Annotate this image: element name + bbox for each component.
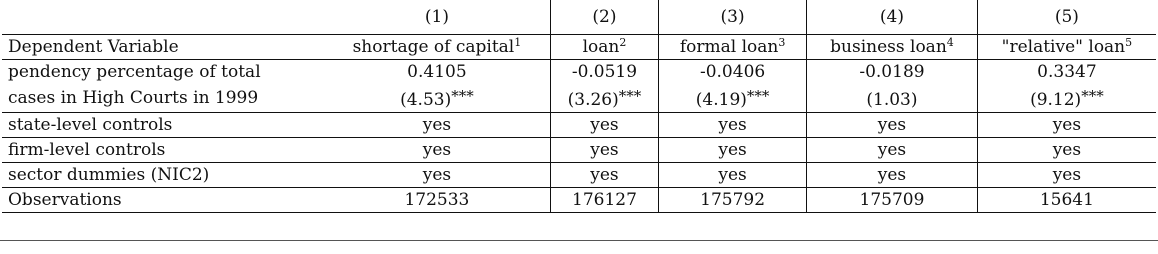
significance-stars: *** — [1081, 87, 1104, 105]
dependent-variable-name: business loan — [830, 37, 947, 57]
t-statistic-cell — [659, 84, 807, 113]
observations-cell: 175792 — [659, 188, 807, 213]
control-row — [2, 163, 1156, 188]
control-row — [2, 138, 1156, 163]
control-row — [2, 113, 1156, 138]
control-cell: yes — [550, 138, 658, 163]
control-cell: yes — [807, 163, 978, 188]
empty-corner-cell — [2, 0, 324, 35]
row-label: sector dummies (NIC2) — [2, 163, 324, 188]
dependent-variable-name: shortage of capital — [352, 37, 515, 57]
row-label: firm-level controls — [2, 138, 324, 163]
dependent-variable-row — [2, 35, 1156, 60]
t-statistic-cell — [977, 84, 1156, 113]
column-number-row — [2, 0, 1156, 35]
significance-stars: *** — [746, 87, 770, 105]
dependent-variable-cell — [659, 35, 807, 60]
dependent-variable-cell — [977, 35, 1156, 60]
control-cell: yes — [659, 113, 807, 138]
column-number: (2) — [550, 0, 658, 35]
coefficient-cell: -0.0406 — [659, 60, 807, 85]
coefficient-cell: -0.0189 — [807, 60, 978, 85]
control-cell: yes — [550, 113, 658, 138]
control-cell: yes — [659, 138, 807, 163]
t-statistic: (4.19) — [695, 90, 747, 110]
control-cell: yes — [659, 163, 807, 188]
column-number: (5) — [977, 0, 1156, 35]
coefficient-cell: -0.0519 — [550, 60, 658, 85]
t-statistic-cell — [324, 84, 550, 113]
t-statistic-row — [2, 84, 1156, 113]
observations-cell: 15641 — [977, 188, 1156, 213]
control-cell: yes — [977, 163, 1156, 188]
observations-cell: 172533 — [324, 188, 550, 213]
row-label: Observations — [2, 188, 324, 213]
footnote-marker: 3 — [778, 36, 786, 49]
column-number: (3) — [659, 0, 807, 35]
row-label: cases in High Courts in 1999 — [8, 88, 259, 108]
coefficient-row — [2, 60, 1156, 85]
control-cell: yes — [807, 138, 978, 163]
control-cell: yes — [324, 113, 550, 138]
dependent-variable-name: "relative" loan — [1001, 37, 1126, 57]
footnote-marker: 4 — [946, 36, 954, 49]
control-cell: yes — [977, 138, 1156, 163]
column-number: (4) — [807, 0, 978, 35]
control-cell: yes — [807, 113, 978, 138]
control-cell: yes — [550, 163, 658, 188]
t-statistic-cell — [807, 84, 978, 113]
dependent-variable-cell — [324, 35, 550, 60]
dependent-variable-cell — [807, 35, 978, 60]
significance-stars: *** — [451, 87, 474, 105]
t-statistic: (1.03) — [866, 90, 918, 110]
row-label: Dependent Variable — [2, 35, 324, 60]
observations-row — [2, 188, 1156, 213]
significance-stars: *** — [618, 87, 642, 105]
t-statistic: (3.26) — [567, 90, 619, 110]
dependent-variable-cell — [550, 35, 658, 60]
observations-cell: 175709 — [807, 188, 978, 213]
regression-table — [2, 0, 1156, 213]
row-label: pendency percentage of total — [8, 62, 261, 82]
control-cell: yes — [977, 113, 1156, 138]
coefficient-cell: 0.4105 — [407, 62, 467, 82]
footnote-marker: 5 — [1125, 36, 1133, 49]
control-cell: yes — [324, 138, 550, 163]
coefficient-cell: 0.3347 — [977, 60, 1156, 85]
dependent-variable-name: loan — [582, 37, 620, 57]
row-label: state-level controls — [2, 113, 324, 138]
t-statistic: (9.12) — [1030, 90, 1082, 110]
column-number: (1) — [424, 7, 449, 27]
observations-cell: 176127 — [550, 188, 658, 213]
control-cell: yes — [324, 163, 550, 188]
footnote-marker: 2 — [619, 36, 627, 49]
t-statistic-cell — [550, 84, 658, 113]
t-statistic: (4.53) — [400, 90, 452, 110]
footnote-marker: 1 — [514, 36, 522, 49]
bottom-rule — [0, 240, 1158, 241]
dependent-variable-name: formal loan — [679, 37, 779, 57]
